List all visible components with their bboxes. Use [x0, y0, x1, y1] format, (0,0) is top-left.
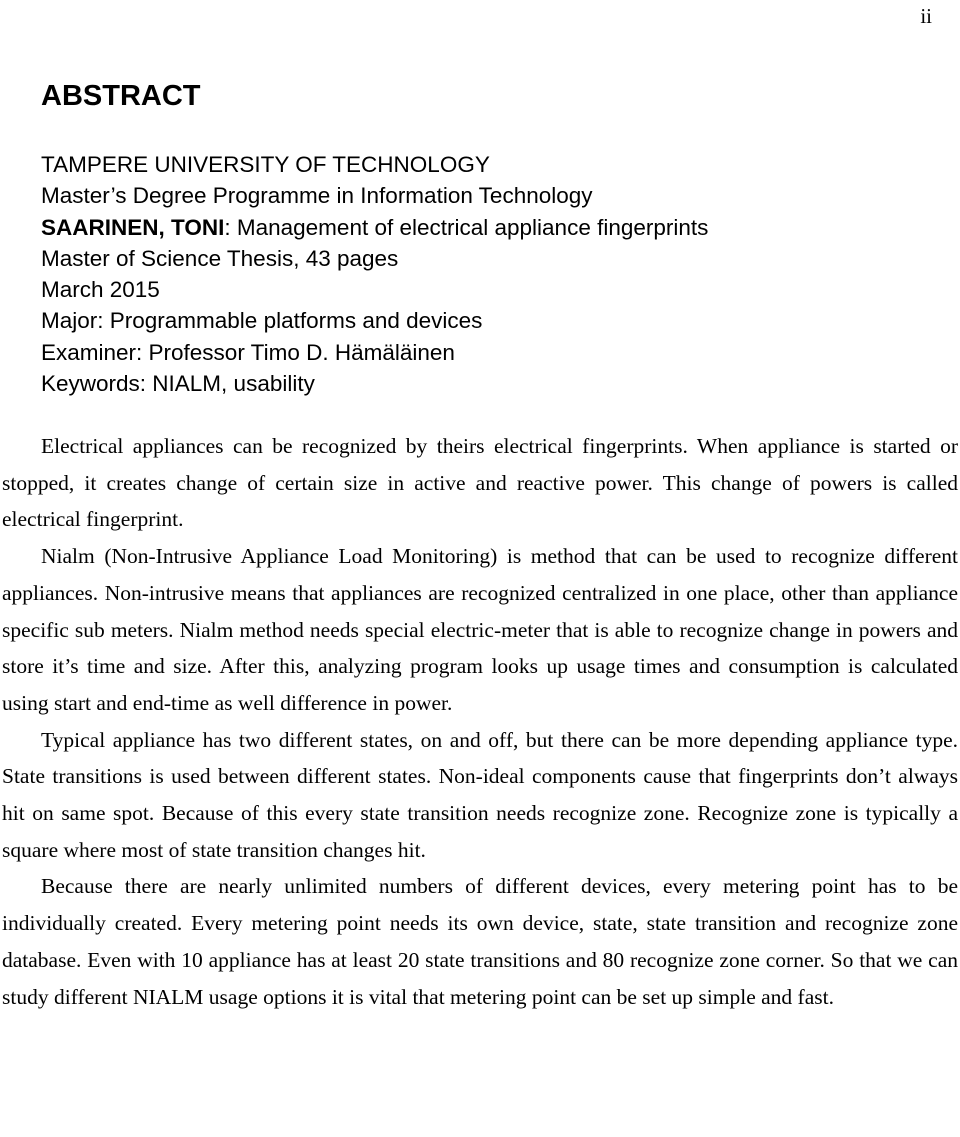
university-line: TAMPERE UNIVERSITY OF TECHNOLOGY — [41, 152, 490, 177]
page-number: ii — [920, 4, 932, 28]
major-line: Major: Programmable platforms and devices — [41, 308, 483, 334]
programme-line: Master’s Degree Programme in Information Technology — [41, 183, 593, 209]
abstract-paragraph: Electrical appliances can be recognized by theirs electrical fingerprints. When appliance is started or stopped, it creates change of certain size in active and reactive power. This change of powers is called electrical fingerprint. — [2, 434, 958, 532]
date-line: March 2015 — [41, 277, 160, 303]
author-name: SAARINEN, TONI — [41, 214, 225, 240]
examiner-line: Examiner: Professor Timo D. Hämäläinen — [41, 339, 455, 365]
thesis-type-line: Master of Science Thesis, 43 pages — [41, 245, 399, 271]
keywords-line: Keywords: NIALM, usability — [41, 371, 315, 397]
abstract-paragraph: Because there are nearly unlimited numbers of different devices, every metering point has to be individually created. Every metering point needs its own device, state, state transition and recognize zone database. Even with 10 appliance has at least 20 state transitions and 80 recognize zone corner. So that we can study different NIALM usage options it is vital that metering point can be set up simple and fast. — [2, 874, 958, 1009]
abstract-body — [2, 428, 958, 1015]
thesis-metadata — [41, 149, 941, 399]
abstract-paragraph: Nialm (Non-Intrusive Appliance Load Monitoring) is method that can be used to recognize different appliances. Non-intrusive means that appliances are recognized centralized in one place, other than appliance specific sub meters. Nialm method needs special electric-meter that is able to recognize change in powers and store it’s time and size. After this, analyzing program looks up usage times and consumption is calculated using start and end-time as well difference in power. — [2, 544, 958, 715]
abstract-paragraph: Typical appliance has two different states, on and off, but there can be more depending appliance type. State transitions is used between different states. Non-ideal components cause that fingerprints don’t always hit on same spot. Because of this every state transition needs recognize zone. Recognize zone is typically a square where most of state transition changes hit. — [2, 727, 958, 862]
thesis-title: Management of electrical appliance fingerprints — [236, 214, 709, 240]
title-separator: : — [224, 214, 237, 240]
abstract-heading: ABSTRACT — [41, 80, 201, 112]
author-title-line — [41, 212, 941, 243]
